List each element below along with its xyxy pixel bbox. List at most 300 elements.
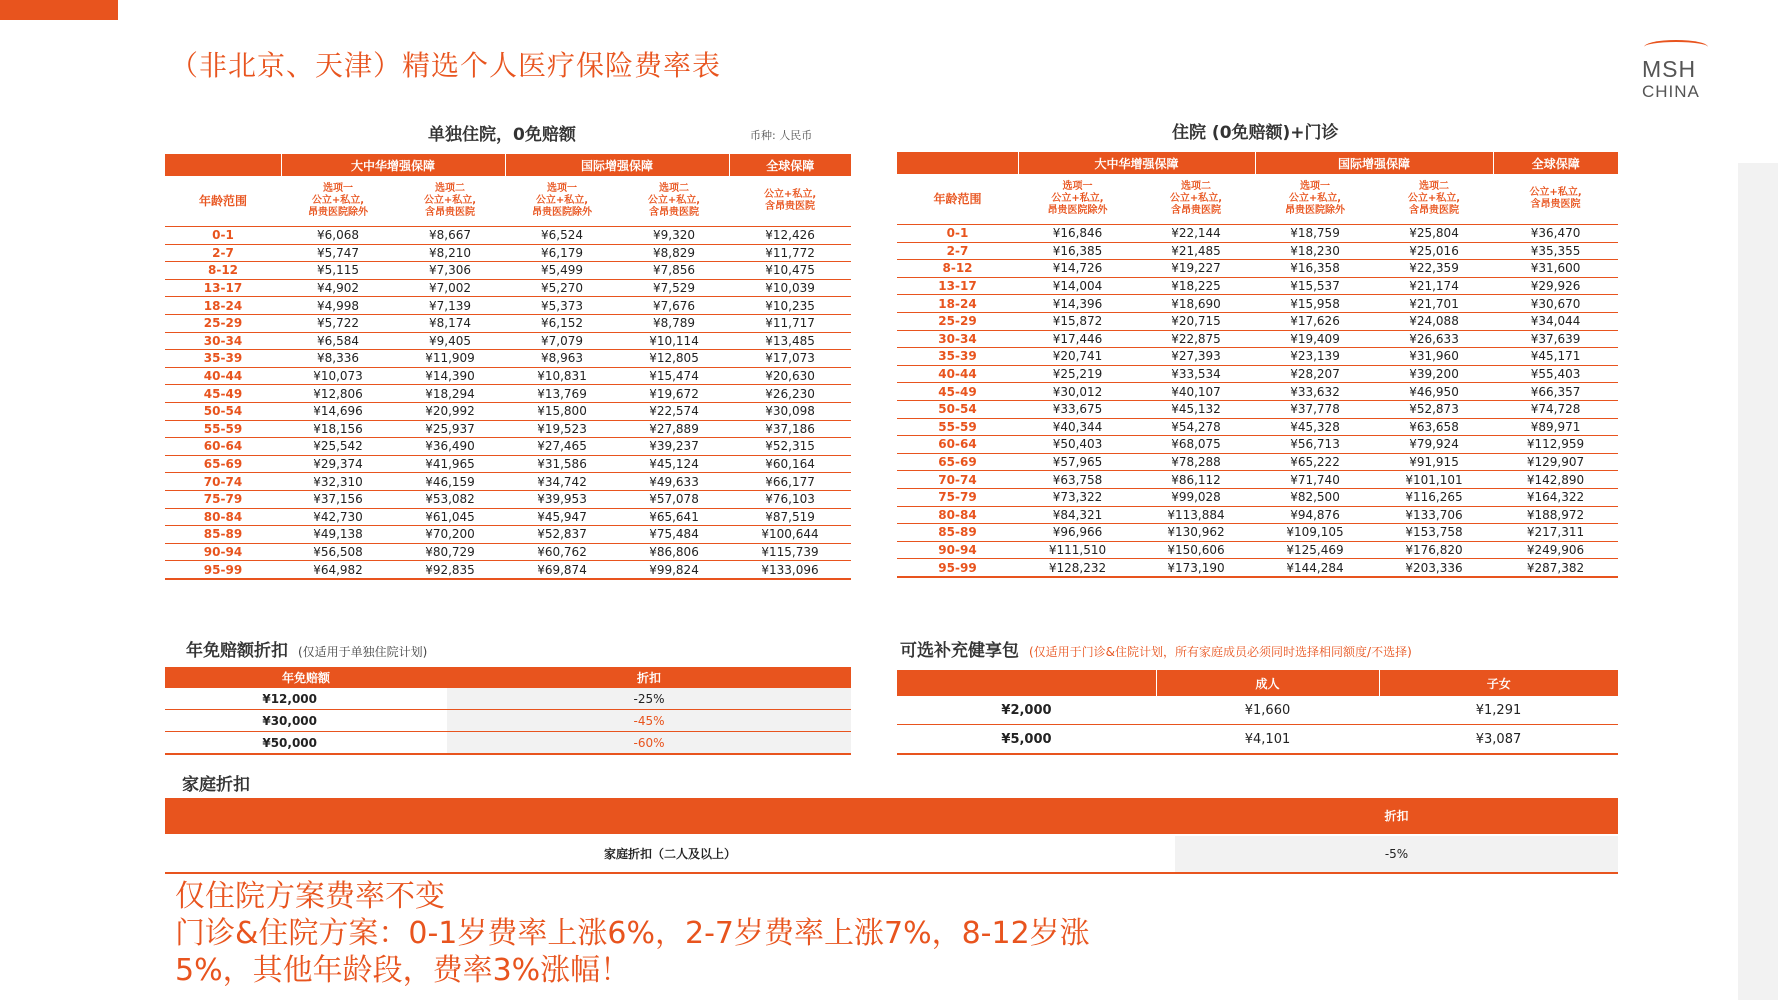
premium-cell: ¥54,278 xyxy=(1137,418,1255,436)
premium-cell: ¥7,306 xyxy=(395,262,505,280)
premium-cell: ¥65,641 xyxy=(619,508,729,526)
age-range-cell: 55-59 xyxy=(897,418,1018,436)
table-row xyxy=(165,279,851,297)
premium-cell: ¥17,446 xyxy=(1018,330,1137,348)
premium-cell: ¥19,409 xyxy=(1255,330,1375,348)
premium-cell: ¥37,156 xyxy=(281,490,395,508)
premium-cell: ¥17,626 xyxy=(1255,312,1375,330)
premium-cell: ¥25,937 xyxy=(395,420,505,438)
table-row xyxy=(165,688,851,710)
premium-cell: ¥52,873 xyxy=(1375,400,1493,418)
premium-cell: ¥80,729 xyxy=(395,543,505,561)
premium-cell: ¥16,385 xyxy=(1018,242,1137,260)
combined-sub-3: 选项一 公立+私立, 昂贵医院除外 xyxy=(1255,174,1375,225)
table-row xyxy=(165,561,851,579)
table-row xyxy=(897,418,1618,436)
premium-cell: ¥176,820 xyxy=(1375,541,1493,559)
inpatient-sub-5: 公立+私立, 含昂贵医院 xyxy=(729,176,851,227)
premium-cell: ¥99,028 xyxy=(1137,488,1255,506)
premium-cell: ¥8,174 xyxy=(395,314,505,332)
premium-cell: ¥4,902 xyxy=(281,279,395,297)
premium-cell: ¥25,016 xyxy=(1375,242,1493,260)
premium-cell: ¥18,230 xyxy=(1255,242,1375,260)
table-row xyxy=(897,400,1618,418)
premium-cell: ¥188,972 xyxy=(1493,506,1618,524)
premium-cell: ¥15,872 xyxy=(1018,312,1137,330)
premium-cell: ¥7,676 xyxy=(619,297,729,315)
premium-cell: ¥40,344 xyxy=(1018,418,1137,436)
premium-cell: ¥65,222 xyxy=(1255,453,1375,471)
premium-cell: ¥5,373 xyxy=(505,297,619,315)
premium-cell: ¥9,405 xyxy=(395,332,505,350)
premium-cell: ¥30,012 xyxy=(1018,383,1137,401)
age-range-cell: 0-1 xyxy=(897,225,1018,243)
premium-cell: ¥52,837 xyxy=(505,526,619,544)
premium-cell: ¥8,336 xyxy=(281,350,395,368)
premium-cell: ¥6,152 xyxy=(505,314,619,332)
premium-cell: ¥28,207 xyxy=(1255,365,1375,383)
premium-cell: ¥49,138 xyxy=(281,526,395,544)
premium-cell: ¥96,966 xyxy=(1018,524,1137,542)
premium-cell: ¥18,156 xyxy=(281,420,395,438)
table-row xyxy=(897,295,1618,313)
premium-cell: ¥6,584 xyxy=(281,332,395,350)
premium-cell: ¥94,876 xyxy=(1255,506,1375,524)
premium-cell: ¥22,359 xyxy=(1375,260,1493,278)
premium-cell: ¥8,829 xyxy=(619,244,729,262)
premium-cell: ¥5,270 xyxy=(505,279,619,297)
premium-cell: ¥128,232 xyxy=(1018,559,1137,577)
premium-cell: ¥100,644 xyxy=(729,526,851,544)
right-side-panel xyxy=(1738,163,1778,1000)
premium-cell: ¥24,088 xyxy=(1375,312,1493,330)
age-range-cell: 35-39 xyxy=(897,348,1018,366)
premium-cell: ¥34,044 xyxy=(1493,312,1618,330)
age-range-cell: 65-69 xyxy=(165,455,281,473)
premium-cell: ¥92,835 xyxy=(395,561,505,579)
deductible-header-discount: 折扣 xyxy=(447,667,851,688)
premium-cell: ¥30,098 xyxy=(729,402,851,420)
premium-cell: ¥14,726 xyxy=(1018,260,1137,278)
table-row xyxy=(897,488,1618,506)
premium-cell: ¥12,805 xyxy=(619,350,729,368)
logo-arc-icon xyxy=(1644,40,1708,54)
premium-cell: ¥249,906 xyxy=(1493,541,1618,559)
table-row xyxy=(165,350,851,368)
age-range-cell: 55-59 xyxy=(165,420,281,438)
premium-cell: ¥31,960 xyxy=(1375,348,1493,366)
premium-cell: ¥20,630 xyxy=(729,367,851,385)
age-range-cell: 60-64 xyxy=(897,436,1018,454)
premium-cell: ¥35,355 xyxy=(1493,242,1618,260)
table-row xyxy=(897,559,1618,577)
family-discount-header-label: 折扣 xyxy=(1384,809,1409,823)
premium-cell: ¥30,670 xyxy=(1493,295,1618,313)
age-range-cell: 75-79 xyxy=(165,490,281,508)
table-row xyxy=(165,314,851,332)
premium-cell: ¥86,806 xyxy=(619,543,729,561)
premium-cell: ¥21,174 xyxy=(1375,277,1493,295)
table-row xyxy=(165,332,851,350)
age-range-cell: 25-29 xyxy=(897,312,1018,330)
table-row xyxy=(165,262,851,280)
table-row xyxy=(165,402,851,420)
age-range-cell: 18-24 xyxy=(897,295,1018,313)
table-row xyxy=(165,473,851,491)
table-row xyxy=(897,383,1618,401)
table-row xyxy=(165,732,851,755)
premium-cell: ¥21,701 xyxy=(1375,295,1493,313)
age-range-cell: 75-79 xyxy=(897,488,1018,506)
premium-cell: ¥14,390 xyxy=(395,367,505,385)
premium-cell: ¥217,311 xyxy=(1493,524,1618,542)
premium-cell: ¥19,227 xyxy=(1137,260,1255,278)
premium-cell: ¥112,959 xyxy=(1493,436,1618,454)
premium-cell: ¥287,382 xyxy=(1493,559,1618,577)
premium-cell: ¥45,171 xyxy=(1493,348,1618,366)
premium-cell: ¥36,470 xyxy=(1493,225,1618,243)
age-range-cell: 95-99 xyxy=(165,561,281,579)
premium-cell: ¥57,078 xyxy=(619,490,729,508)
premium-cell: ¥91,915 xyxy=(1375,453,1493,471)
premium-cell: ¥7,856 xyxy=(619,262,729,280)
premium-cell: ¥17,073 xyxy=(729,350,851,368)
premium-cell: ¥144,284 xyxy=(1255,559,1375,577)
premium-cell: ¥5,722 xyxy=(281,314,395,332)
premium-cell: ¥87,519 xyxy=(729,508,851,526)
premium-cell: ¥22,144 xyxy=(1137,225,1255,243)
deductible-discount: -25% xyxy=(447,688,851,710)
premium-cell: ¥6,068 xyxy=(281,227,395,245)
family-discount-label: 家庭折扣（二人及以上） xyxy=(603,847,736,861)
premium-cell: ¥7,139 xyxy=(395,297,505,315)
wellbeing-adult-price: ¥1,660 xyxy=(1156,696,1379,725)
wellbeing-header-child: 子女 xyxy=(1379,670,1618,696)
deductible-discount: -45% xyxy=(447,710,851,732)
premium-cell: ¥27,465 xyxy=(505,438,619,456)
premium-cell: ¥11,717 xyxy=(729,314,851,332)
inpatient-rate-table xyxy=(165,154,851,580)
family-discount-value: -5% xyxy=(1175,836,1618,872)
premium-cell: ¥21,485 xyxy=(1137,242,1255,260)
table-row xyxy=(165,244,851,262)
premium-cell: ¥27,393 xyxy=(1137,348,1255,366)
table-row xyxy=(897,330,1618,348)
premium-cell: ¥26,230 xyxy=(729,385,851,403)
inpatient-age-header: 年龄范围 xyxy=(165,176,281,227)
rate-change-notes xyxy=(175,878,1090,989)
premium-cell: ¥15,537 xyxy=(1255,277,1375,295)
family-discount-header xyxy=(165,798,1618,834)
premium-cell: ¥84,321 xyxy=(1018,506,1137,524)
premium-cell: ¥46,159 xyxy=(395,473,505,491)
table-row xyxy=(897,242,1618,260)
combined-sub-5: 公立+私立, 含昂贵医院 xyxy=(1493,174,1618,225)
premium-cell: ¥6,179 xyxy=(505,244,619,262)
premium-cell: ¥19,672 xyxy=(619,385,729,403)
premium-cell: ¥37,778 xyxy=(1255,400,1375,418)
table-row xyxy=(165,297,851,315)
premium-cell: ¥164,322 xyxy=(1493,488,1618,506)
combined-sub-2: 选项二 公立+私立, 含昂贵医院 xyxy=(1137,174,1255,225)
combined-age-header: 年龄范围 xyxy=(897,174,1018,225)
premium-cell: ¥45,132 xyxy=(1137,400,1255,418)
premium-cell: ¥69,874 xyxy=(505,561,619,579)
premium-cell: ¥11,909 xyxy=(395,350,505,368)
premium-cell: ¥7,079 xyxy=(505,332,619,350)
table-row xyxy=(165,367,851,385)
premium-cell: ¥29,374 xyxy=(281,455,395,473)
premium-cell: ¥66,177 xyxy=(729,473,851,491)
combined-group-greater-china: 大中华增强保障 xyxy=(1018,152,1255,174)
premium-cell: ¥78,288 xyxy=(1137,453,1255,471)
premium-cell: ¥33,534 xyxy=(1137,365,1255,383)
premium-cell: ¥56,508 xyxy=(281,543,395,561)
msh-china-logo xyxy=(1640,40,1712,104)
wellbeing-note: (仅适用于门诊&住院计划，所有家庭成员必须同时选择相同额度/不选择) xyxy=(1029,645,1412,659)
combined-group-global: 全球保障 xyxy=(1493,152,1618,174)
note-line-2: 门诊&住院方案：0-1岁费率上涨6%，2-7岁费率上涨7%，8-12岁涨 xyxy=(175,916,1090,951)
page-title: （非北京、天津）精选个人医疗保险费率表 xyxy=(170,49,722,82)
premium-cell: ¥89,971 xyxy=(1493,418,1618,436)
logo-text-msh: MSH xyxy=(1642,56,1697,82)
premium-cell: ¥8,789 xyxy=(619,314,729,332)
premium-cell: ¥133,706 xyxy=(1375,506,1493,524)
premium-cell: ¥13,769 xyxy=(505,385,619,403)
premium-cell: ¥33,675 xyxy=(1018,400,1137,418)
premium-cell: ¥12,426 xyxy=(729,227,851,245)
premium-cell: ¥22,875 xyxy=(1137,330,1255,348)
currency-note: 币种: 人民币 xyxy=(750,129,813,142)
premium-cell: ¥22,574 xyxy=(619,402,729,420)
age-range-cell: 70-74 xyxy=(897,471,1018,489)
age-range-cell: 25-29 xyxy=(165,314,281,332)
premium-cell: ¥8,210 xyxy=(395,244,505,262)
premium-cell: ¥109,105 xyxy=(1255,524,1375,542)
deductible-table xyxy=(165,667,851,755)
age-range-cell: 90-94 xyxy=(897,541,1018,559)
premium-cell: ¥73,322 xyxy=(1018,488,1137,506)
premium-cell: ¥150,606 xyxy=(1137,541,1255,559)
premium-cell: ¥101,101 xyxy=(1375,471,1493,489)
premium-cell: ¥8,667 xyxy=(395,227,505,245)
premium-cell: ¥10,039 xyxy=(729,279,851,297)
premium-cell: ¥53,082 xyxy=(395,490,505,508)
age-range-cell: 2-7 xyxy=(165,244,281,262)
deductible-amount: ¥50,000 xyxy=(165,732,447,755)
note-line-1: 仅住院方案费率不变 xyxy=(175,879,445,914)
table-row xyxy=(897,348,1618,366)
premium-cell: ¥153,758 xyxy=(1375,524,1493,542)
wellbeing-header-blank xyxy=(897,670,1156,696)
premium-cell: ¥16,358 xyxy=(1255,260,1375,278)
premium-cell: ¥60,164 xyxy=(729,455,851,473)
top-accent-bar xyxy=(0,0,118,20)
premium-cell: ¥32,310 xyxy=(281,473,395,491)
premium-cell: ¥71,740 xyxy=(1255,471,1375,489)
premium-cell: ¥14,004 xyxy=(1018,277,1137,295)
premium-cell: ¥8,963 xyxy=(505,350,619,368)
table-row xyxy=(897,453,1618,471)
premium-cell: ¥18,294 xyxy=(395,385,505,403)
premium-cell: ¥18,759 xyxy=(1255,225,1375,243)
premium-cell: ¥5,499 xyxy=(505,262,619,280)
wellbeing-adult-price: ¥4,101 xyxy=(1156,725,1379,755)
deductible-header-amount: 年免赔额 xyxy=(165,667,447,688)
wellbeing-amount: ¥2,000 xyxy=(897,696,1156,725)
premium-cell: ¥19,523 xyxy=(505,420,619,438)
inpatient-sub-2: 选项二 公立+私立, 含昂贵医院 xyxy=(395,176,505,227)
premium-cell: ¥66,357 xyxy=(1493,383,1618,401)
premium-cell: ¥125,469 xyxy=(1255,541,1375,559)
table-row xyxy=(165,385,851,403)
premium-cell: ¥133,096 xyxy=(729,561,851,579)
age-range-cell: 60-64 xyxy=(165,438,281,456)
premium-cell: ¥63,658 xyxy=(1375,418,1493,436)
combined-sub-1: 选项一 公立+私立, 昂贵医院除外 xyxy=(1018,174,1137,225)
table-row xyxy=(165,420,851,438)
age-range-cell: 0-1 xyxy=(165,227,281,245)
premium-cell: ¥86,112 xyxy=(1137,471,1255,489)
premium-cell: ¥115,739 xyxy=(729,543,851,561)
premium-cell: ¥36,490 xyxy=(395,438,505,456)
premium-cell: ¥63,758 xyxy=(1018,471,1137,489)
premium-cell: ¥45,947 xyxy=(505,508,619,526)
premium-cell: ¥74,728 xyxy=(1493,400,1618,418)
premium-cell: ¥14,696 xyxy=(281,402,395,420)
premium-cell: ¥41,965 xyxy=(395,455,505,473)
premium-cell: ¥79,924 xyxy=(1375,436,1493,454)
premium-cell: ¥10,831 xyxy=(505,367,619,385)
premium-cell: ¥27,889 xyxy=(619,420,729,438)
premium-cell: ¥15,800 xyxy=(505,402,619,420)
wellbeing-child-price: ¥3,087 xyxy=(1379,725,1618,755)
table-row xyxy=(897,312,1618,330)
premium-cell: ¥10,114 xyxy=(619,332,729,350)
premium-cell: ¥99,824 xyxy=(619,561,729,579)
table-row xyxy=(165,455,851,473)
premium-cell: ¥10,235 xyxy=(729,297,851,315)
table-row xyxy=(897,506,1618,524)
premium-cell: ¥76,103 xyxy=(729,490,851,508)
premium-cell: ¥23,139 xyxy=(1255,348,1375,366)
table-row xyxy=(897,696,1618,725)
deductible-discount: -60% xyxy=(447,732,851,755)
premium-cell: ¥20,741 xyxy=(1018,348,1137,366)
premium-cell: ¥15,474 xyxy=(619,367,729,385)
inpatient-table-title: 单独住院，0免赔额 xyxy=(428,125,576,145)
premium-cell: ¥60,762 xyxy=(505,543,619,561)
age-range-cell: 45-49 xyxy=(897,383,1018,401)
premium-cell: ¥20,715 xyxy=(1137,312,1255,330)
age-range-cell: 30-34 xyxy=(165,332,281,350)
inpatient-sub-3: 选项一 公立+私立, 昂贵医院除外 xyxy=(505,176,619,227)
premium-cell: ¥113,884 xyxy=(1137,506,1255,524)
premium-cell: ¥5,115 xyxy=(281,262,395,280)
deductible-note: (仅适用于单独住院计划) xyxy=(298,645,428,659)
premium-cell: ¥52,315 xyxy=(729,438,851,456)
wellbeing-amount: ¥5,000 xyxy=(897,725,1156,755)
premium-cell: ¥5,747 xyxy=(281,244,395,262)
table-row xyxy=(897,225,1618,243)
premium-cell: ¥6,524 xyxy=(505,227,619,245)
premium-cell: ¥11,772 xyxy=(729,244,851,262)
premium-cell: ¥4,998 xyxy=(281,297,395,315)
age-range-cell: 2-7 xyxy=(897,242,1018,260)
deductible-amount: ¥30,000 xyxy=(165,710,447,732)
premium-cell: ¥39,237 xyxy=(619,438,729,456)
premium-cell: ¥25,542 xyxy=(281,438,395,456)
wellbeing-child-price: ¥1,291 xyxy=(1379,696,1618,725)
premium-cell: ¥142,890 xyxy=(1493,471,1618,489)
premium-cell: ¥25,804 xyxy=(1375,225,1493,243)
inpatient-group-blank xyxy=(165,154,281,176)
premium-cell: ¥15,958 xyxy=(1255,295,1375,313)
age-range-cell: 13-17 xyxy=(897,277,1018,295)
wellbeing-table xyxy=(897,670,1618,755)
table-row xyxy=(897,260,1618,278)
premium-cell: ¥37,186 xyxy=(729,420,851,438)
age-range-cell: 30-34 xyxy=(897,330,1018,348)
premium-cell: ¥31,586 xyxy=(505,455,619,473)
table-row xyxy=(165,490,851,508)
combined-sub-4: 选项二 公立+私立, 含昂贵医院 xyxy=(1375,174,1493,225)
table-row xyxy=(165,508,851,526)
age-range-cell: 65-69 xyxy=(897,453,1018,471)
age-range-cell: 90-94 xyxy=(165,543,281,561)
premium-cell: ¥42,730 xyxy=(281,508,395,526)
premium-cell: ¥130,962 xyxy=(1137,524,1255,542)
premium-cell: ¥7,002 xyxy=(395,279,505,297)
premium-cell: ¥9,320 xyxy=(619,227,729,245)
premium-cell: ¥33,632 xyxy=(1255,383,1375,401)
premium-cell: ¥70,200 xyxy=(395,526,505,544)
premium-cell: ¥57,965 xyxy=(1018,453,1137,471)
inpatient-group-global: 全球保障 xyxy=(729,154,851,176)
inpatient-sub-1: 选项一 公立+私立, 昂贵医院除外 xyxy=(281,176,395,227)
wellbeing-section-title: 可选补充健享包 (仅适用于门诊&住院计划，所有家庭成员必须同时选择相同额度/不选择) xyxy=(900,641,1412,661)
premium-cell: ¥20,992 xyxy=(395,402,505,420)
premium-cell: ¥129,907 xyxy=(1493,453,1618,471)
premium-cell: ¥25,219 xyxy=(1018,365,1137,383)
age-range-cell: 45-49 xyxy=(165,385,281,403)
age-range-cell: 40-44 xyxy=(165,367,281,385)
age-range-cell: 50-54 xyxy=(897,400,1018,418)
table-row xyxy=(897,365,1618,383)
wellbeing-header-adult: 成人 xyxy=(1156,670,1379,696)
age-range-cell: 8-12 xyxy=(897,260,1018,278)
combined-table-title: 住院 (0免赔额)+门诊 xyxy=(1172,123,1339,143)
table-row xyxy=(897,471,1618,489)
age-range-cell: 35-39 xyxy=(165,350,281,368)
premium-cell: ¥50,403 xyxy=(1018,436,1137,454)
premium-cell: ¥55,403 xyxy=(1493,365,1618,383)
premium-cell: ¥75,484 xyxy=(619,526,729,544)
premium-cell: ¥39,200 xyxy=(1375,365,1493,383)
table-row xyxy=(897,541,1618,559)
premium-cell: ¥40,107 xyxy=(1137,383,1255,401)
premium-cell: ¥68,075 xyxy=(1137,436,1255,454)
age-range-cell: 85-89 xyxy=(165,526,281,544)
premium-cell: ¥203,336 xyxy=(1375,559,1493,577)
combined-rate-table xyxy=(897,152,1618,578)
table-row xyxy=(165,543,851,561)
age-range-cell: 95-99 xyxy=(897,559,1018,577)
table-row xyxy=(165,526,851,544)
age-range-cell: 80-84 xyxy=(165,508,281,526)
family-section-title: 家庭折扣 xyxy=(182,775,250,795)
premium-cell: ¥64,982 xyxy=(281,561,395,579)
